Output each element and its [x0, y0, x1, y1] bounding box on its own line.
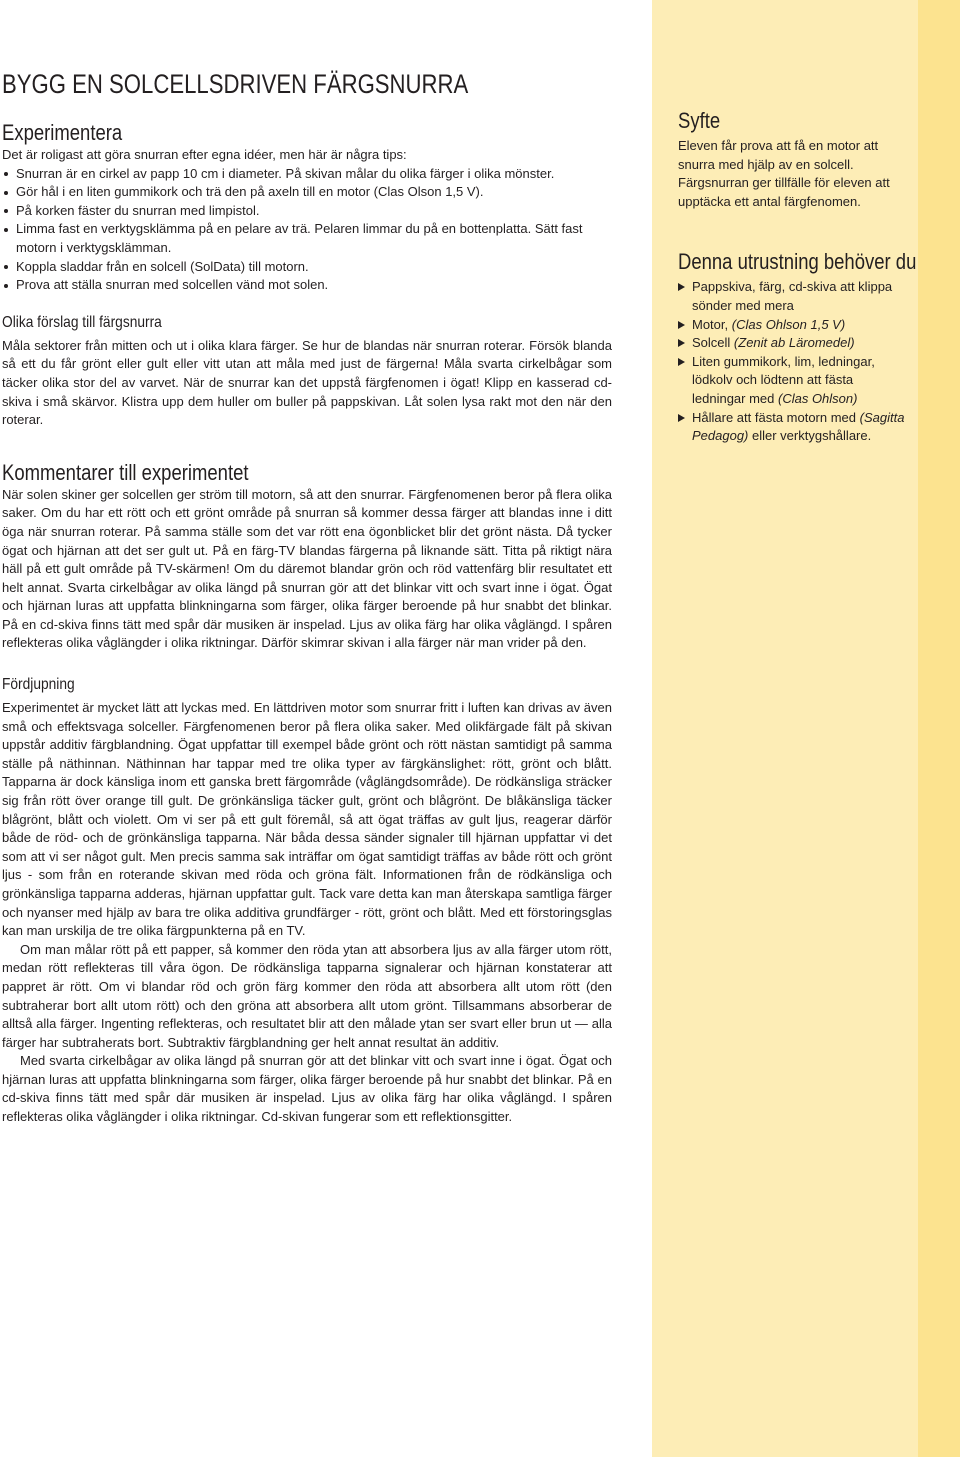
tips-list [2, 165, 612, 295]
fordjupning-paragraph: Med svarta cirkelbågar av olika längd på snurran gör att det blinkar vitt och svart inne i ögat. Ögat och hjärnan luras att uppfatta blinkningarna som färger, olika färger beroende på hur snabbt det blinkar. På en cd-skiva finns tätt med spår där musiken är inspelad. Ljus av olika färg har olika våglängd. I spåren reflekteras olika våglängder i olika riktningar. Cd-skivan fungerar som ett reflektionsgitter. [2, 1053, 612, 1125]
equipment-item: Pappskiva, färg, cd-skiva att klippa sönder med mera [678, 278, 910, 315]
tip-item: Snurran är en cirkel av papp 10 cm i diameter. På skivan målar du olika färger i olika mönster. [2, 165, 612, 184]
equipment-item: Hållare att fästa motorn med (Sagitta Pedagog) eller verktygshållare. [678, 409, 910, 446]
syfte-heading: Syfte [678, 108, 721, 133]
tip-item: Limma fast en verktygsklämma på en pelare av trä. Pelaren limmar du på en bottenplatta. Sätt fast motorn i verktygsklämman. [2, 220, 612, 257]
equipment-item: Liten gummikork, lim, ledningar, lödkolv och lödtenn att fästa ledningar med (Clas Ohlson) [678, 353, 910, 409]
sidebar [652, 0, 918, 1457]
page-title: BYGG EN SOLCELLSDRIVEN FÄRGSNURRA [2, 69, 469, 99]
fordjupning-heading: Fördjupning [2, 676, 75, 693]
olika-heading: Olika förslag till färgsnurra [2, 313, 162, 331]
fordjupning-paragraph: Experimentet är mycket lätt att lyckas med. En lättdriven motor som snurrar fritt i luften kan drivas av även små och effektsvaga solceller. Färgfenomenen beror på flera olika saker. Med olikfärgade fält på skivan uppstår additiv färgblandning. Ögat uppfattar till exempel både grönt och rött nästan samtidigt på samma ställe på näthinnan. Näthinnan har tappar med tre olika typer av färgkänslighet: rött, grönt och blått. Tapparna är dock känsliga inom ett ganska brett färgområde (våglängdsområde). De rödkänsliga sträcker sig från rött över orange till gult. De grönkänsliga täcker gult, grönt och blågrönt. De blåkänsliga täcker blågrönt, blått och violett. Om vi ser på ett gult föremål, så att ögat träffas av gult ljus, reagerar därför både de röd- och de grönkänsliga tapparna. När båda dessa sänder signaler till hjärnan uppfattar vi det som att vi ser något gult. Men precis samma sak inträffar om ögat samtidigt träffas av både rött och grönt ljus - som från en roterande skivan med röda och gröna fält. Informationen från de rödkänsliga och grönkänsliga tapparna adderas, hjärnan uppfattar gult. Tack vare detta kan man återskapa samtliga färger och nyanser med hjälp av bara tre olika additiva grundfärger - rött, grönt och blått. Med ett förstoringsglas kan man urskilja de tre olika färgpunkterna på en TV. [2, 700, 612, 939]
tip-item: Gör hål i en liten gummikork och trä den på axeln till en motor (Clas Olson 1,5 V). [2, 183, 612, 202]
equipment-list [678, 278, 910, 445]
edge-stripe [918, 0, 960, 1457]
main-column [2, 68, 612, 653]
experimentera-intro: Det är roligast att göra snurran efter egna idéer, men här är några tips: [2, 147, 407, 162]
equipment-item: Motor, (Clas Ohlson 1,5 V) [678, 316, 910, 335]
fordjupning-section [2, 675, 612, 1127]
equipment-heading: Denna utrustning behöver du [678, 249, 917, 275]
olika-text: Måla sektorer från mitten och ut i olika klara färger. Se hur de blandas när snurran roterar. Försök blanda så ett du får grönt eller gult eller vitt utan att måla med just de färgerna! Måla svarta cirkelbågar som täcker olika stor del av varvet. När de snurrar kan det uppstå färgfenomen i ögat! Klipp en kasserad cd-skiva i små skärvor. Klistra upp dem huller om buller på pappskivan. Låt solen lysa rakt mot den när den roterar. [2, 337, 612, 428]
equipment-item: Solcell (Zenit ab Läromedel) [678, 334, 910, 353]
kommentarer-text: När solen skiner ger solcellen ger ström till motorn, så att den snurrar. Färgfenomenen beror på flera olika saker. Om du har ett rött och ett grönt område på snurran så kommer dessa färger att blandas inne i ditt öga när snurran roterar. På samma ställe som det var rött ena ögonblicket blir det grönt nästa. Då tycker ögat och hjärnan att det ser gult ut. På en färg-TV blandas färgerna på liknande sätt. Titta på riktigt nära häll på ett gult område på TV-skärmen! Om du däremot blandar grön och röd vattenfärg blir resultatet ett helt annat. Svarta cirkelbågar av olika längd på snurran gör att det blinkar vitt och svart inne i ögat. Ögat och hjärnan luras att uppfatta blinkningarna som färger, olika färger beroende på hur snabbt det blinkar. På en cd-skiva finns tätt med spår där musiken är inspelad. Ljus av olika färg har olika våglängd. I spåren reflekteras olika våglängder i olika riktningar. Därför skimrar skivan i alla färger när man vrider på den. [2, 486, 612, 651]
tip-item: Prova att ställa snurran med solcellen vänd mot solen. [2, 276, 612, 295]
experimentera-heading: Experimentera [2, 120, 123, 145]
kommentarer-heading: Kommentarer till experimentet [2, 459, 249, 485]
fordjupning-paragraph: Om man målar rött på ett papper, så kommer den röda ytan att absorbera ljus av alla färger utom rött, medan rött reflekteras till våra ögon. De rödkänsliga tapparna signalerar och hjärnan konstaterar att pappret är rött. Om vi blandar röd och grön färg kommer den röda att absorbera allt utom rött (den subtraherar bort allt utom rött) och den gröna att absorbera allt utom grönt. Tillsammans absorberar de alltså alla färger. Ingenting reflekteras, och resultatet blir att den målade ytan ser svart eller brun ut — alla färger har subtraherats bort. Subtraktiv färgblandning ger helt annat resultat än additiv. [2, 941, 612, 1050]
tip-item: På korken fäster du snurran med limpistol. [2, 202, 612, 221]
tip-item: Koppla sladdar från en solcell (SolData) till motorn. [2, 258, 612, 277]
syfte-text: Eleven får prova att få en motor att snurra med hjälp av en solcell. Färgsnurran ger tillfälle för eleven att upptäcka ett antal färgfenomen. [678, 138, 890, 209]
